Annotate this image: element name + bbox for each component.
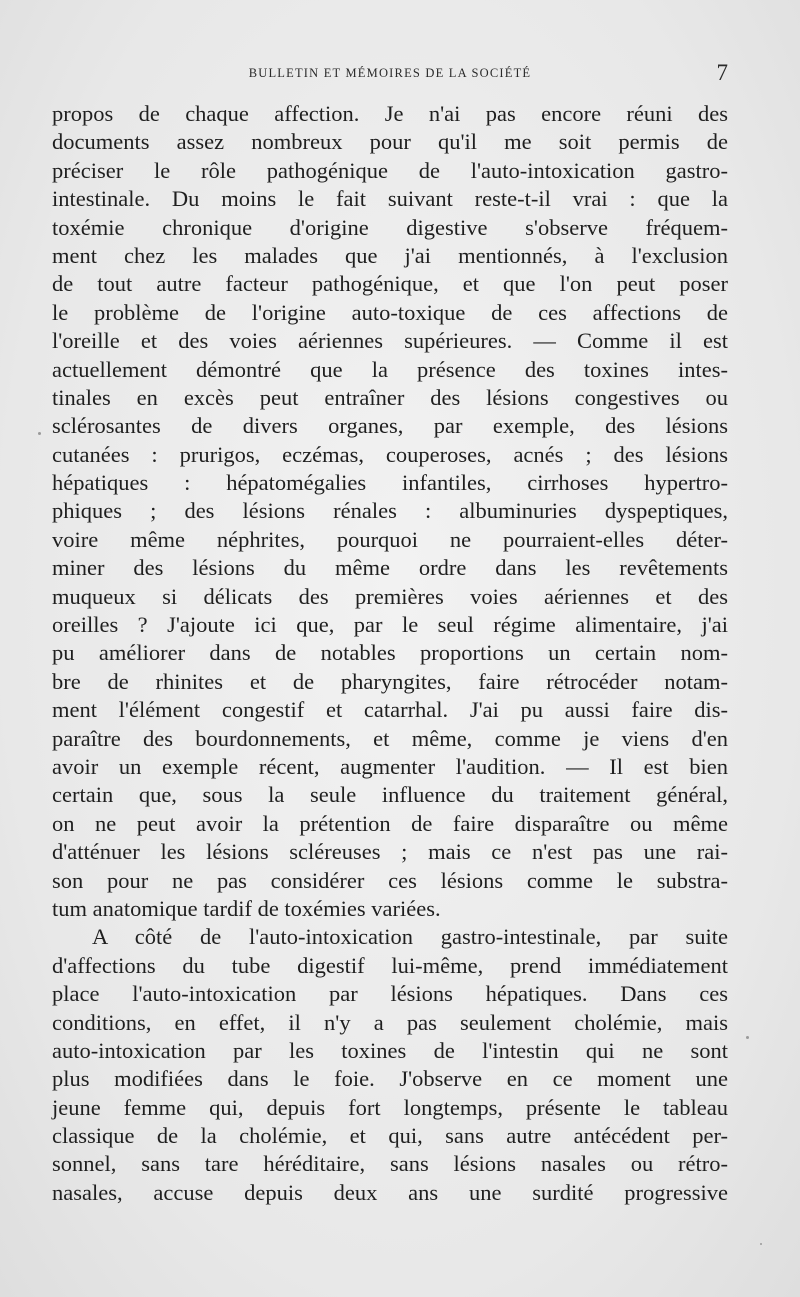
paper-speck	[746, 1036, 749, 1039]
text-line: on ne peut avoir la prétention de faire disparaître ou même	[52, 810, 728, 836]
text-line: muqueux si délicats des premières voies aériennes et des	[52, 583, 728, 609]
text-line: ment l'élément congestif et catarrhal. J'ai pu aussi faire dis-	[52, 697, 728, 723]
text-line: actuellement démontré que la présence des toxines intes-	[52, 356, 728, 382]
text-line: paraître des bourdonnements, et même, comme je viens d'en	[52, 725, 728, 751]
text-line: son pour ne pas considérer ces lésions comme le substra-	[52, 867, 728, 893]
text-line: cutanées : prurigos, eczémas, couperoses, acnés ; des lésions	[52, 441, 728, 467]
text-line: phiques ; des lésions rénales : albuminuries dyspeptiques,	[52, 498, 728, 524]
text-line: pu améliorer dans de notables proportions un certain nom-	[52, 640, 728, 666]
paragraph-2	[52, 923, 728, 1207]
text-line: nasales, accuse depuis deux ans une surdité progressive	[52, 1179, 728, 1205]
text-line: avoir un exemple récent, augmenter l'audition. — Il est bien	[52, 753, 728, 779]
text-line: d'atténuer les lésions scléreuses ; mais ce n'est pas une rai-	[52, 839, 728, 865]
text-line: propos de chaque affection. Je n'ai pas encore réuni des	[52, 101, 728, 126]
paper-speck	[760, 1243, 762, 1245]
body-text	[52, 100, 728, 1207]
text-line: toxémie chronique d'origine digestive s'observe fréquem-	[52, 214, 728, 240]
running-head	[52, 60, 728, 88]
text-line: bre de rhinites et de pharyngites, faire rétrocéder notam-	[52, 668, 728, 694]
text-line: jeune femme qui, depuis fort longtemps, présente le tableau	[52, 1094, 728, 1120]
text-line: tum anatomique tardif de toxémies variées.	[52, 895, 441, 921]
text-line: ment chez les malades que j'ai mentionnés, à l'exclusion	[52, 242, 728, 268]
page-number: 7	[716, 60, 728, 85]
text-line: intestinale. Du moins le fait suivant reste-t-il vrai : que la	[52, 186, 728, 212]
text-line: oreilles ? J'ajoute ici que, par le seul régime alimentaire, j'ai	[52, 612, 728, 638]
text-line: l'oreille et des voies aériennes supérieures. — Comme il est	[52, 328, 728, 354]
running-title: BULLETIN ET MÉMOIRES DE LA SOCIÉTÉ	[248, 66, 532, 80]
text-line: préciser le rôle pathogénique de l'auto-intoxication gastro-	[52, 157, 728, 183]
text-line: de tout autre facteur pathogénique, et que l'on peut poser	[52, 271, 728, 297]
paragraph-1	[52, 100, 728, 923]
text-line: tinales en excès peut entraîner des lésions congestives ou	[52, 384, 728, 410]
text-line: place l'auto-intoxication par lésions hépatiques. Dans ces	[52, 981, 728, 1007]
text-line: auto-intoxication par les toxines de l'intestin qui ne sont	[52, 1037, 728, 1063]
text-line: conditions, en effet, il n'y a pas seulement cholémie, mais	[52, 1009, 728, 1035]
text-line: classique de la cholémie, et qui, sans autre antécédent per-	[52, 1123, 728, 1149]
text-line: le problème de l'origine auto-toxique de ces affections de	[52, 299, 728, 325]
text-line: A côté de l'auto-intoxication gastro-intestinale, par suite	[92, 924, 728, 950]
text-line: certain que, sous la seule influence du traitement général,	[52, 782, 728, 808]
text-line: documents assez nombreux pour qu'il me soit permis de	[52, 129, 728, 155]
text-line: plus modifiées dans le foie. J'observe en ce moment une	[52, 1066, 728, 1092]
text-line: hépatiques : hépatomégalies infantiles, cirrhoses hypertro-	[52, 470, 728, 496]
text-line: miner des lésions du même ordre dans les revêtements	[52, 555, 728, 581]
text-line: voire même néphrites, pourquoi ne pourraient-elles déter-	[52, 526, 728, 552]
text-line: sclérosantes de divers organes, par exemple, des lésions	[52, 413, 728, 439]
text-line: sonnel, sans tare héréditaire, sans lésions nasales ou rétro-	[52, 1151, 728, 1177]
text-line: d'affections du tube digestif lui-même, prend immédiatement	[52, 952, 728, 978]
paper-speck	[38, 432, 41, 435]
